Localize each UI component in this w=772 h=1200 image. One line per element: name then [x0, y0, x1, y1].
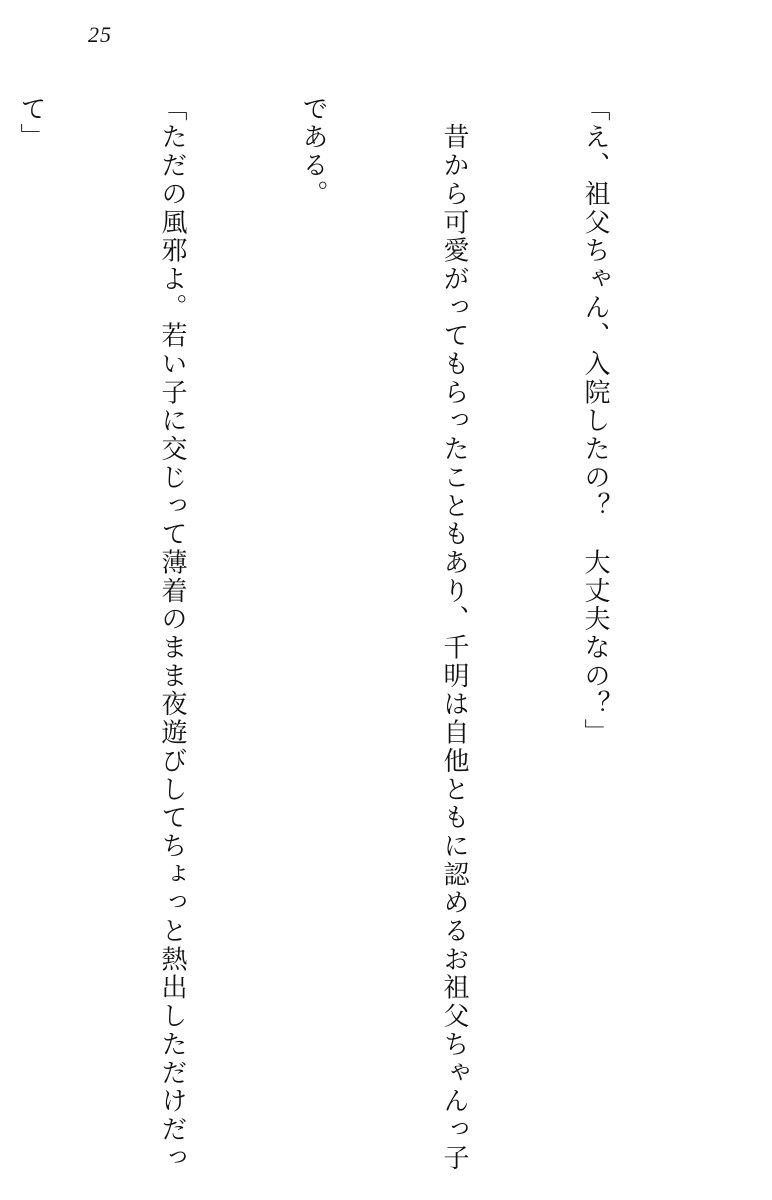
text-line: 「ただの風邪よ。若い子に交じって薄着のまま夜遊びしてちょっと熱出しただけだっ — [157, 95, 187, 1173]
text-line: 昔から可愛がってもらったこともあり、千明は自他ともに認めるお祖父ちゃんっ子 — [439, 95, 469, 1173]
text-line: 「え、祖父ちゃん、入院したの？ 大丈夫なの？」 — [580, 95, 610, 748]
text-line: である。 — [298, 95, 328, 209]
page-number: 25 — [88, 22, 112, 47]
text-line: て」 — [16, 95, 46, 152]
body-text — [0, 95, 712, 1175]
